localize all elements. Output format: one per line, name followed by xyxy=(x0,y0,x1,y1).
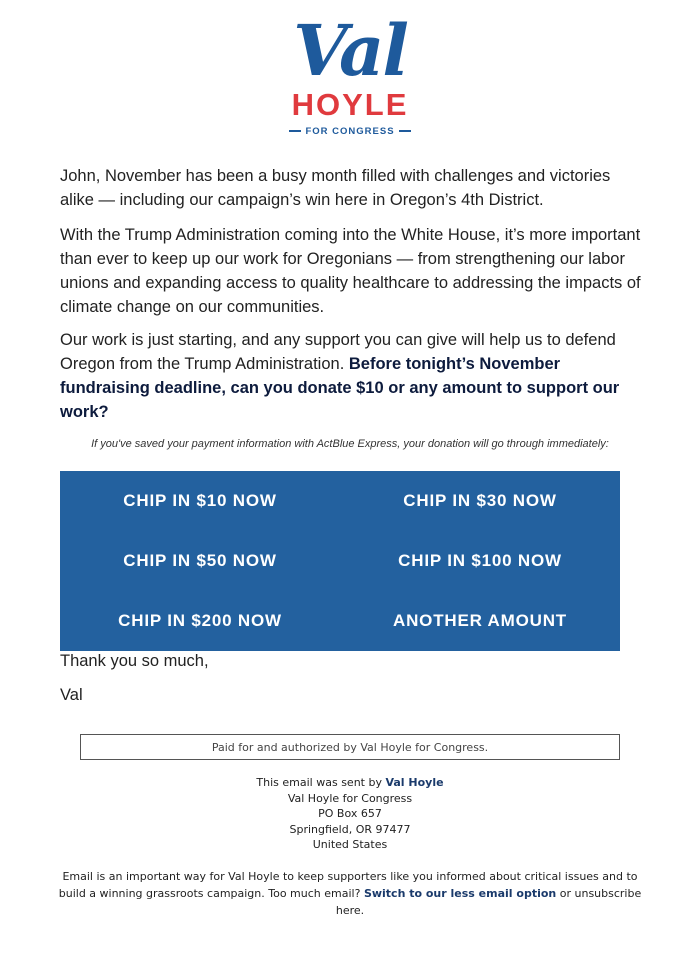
ask-paragraph xyxy=(60,328,645,424)
sent-by-line xyxy=(0,775,700,791)
signature: Val xyxy=(60,686,83,704)
dash-left xyxy=(289,130,301,132)
sender-po-box: PO Box 657 xyxy=(318,807,382,820)
donation-grid xyxy=(60,471,620,651)
context-paragraph: With the Trump Administration coming into the White House, it’s more important than ever to keep up our work for Oregonians — from strengthening our labor unions and expanding access to quality healthcare to addressing the impacts of climate change on our communities. xyxy=(60,226,641,316)
dash-right xyxy=(399,130,411,132)
unsubscribe-link[interactable]: unsubscribe here xyxy=(335,887,642,917)
sender-name: Val Hoyle xyxy=(385,776,444,789)
logo-first-name: Val xyxy=(293,9,407,92)
logo-tagline: FOR CONGRESS xyxy=(305,126,395,137)
sender-org: Val Hoyle for Congress xyxy=(287,791,413,805)
ask-text: Our work is just starting, and any support you can give will help us to defend Oregon from the Trump Administration. xyxy=(60,331,616,373)
less-email-link[interactable]: Switch to our less email option xyxy=(363,887,557,900)
email-preference-note xyxy=(55,868,645,919)
logo-last-name: HOYLE xyxy=(291,87,409,122)
preference-end: . xyxy=(360,904,365,917)
express-note: If you've saved your payment information with ActBlue Express, your donation will go through immediately: xyxy=(91,438,609,450)
intro-paragraph: John, November has been a busy month filled with challenges and victories alike — including our campaign’s win here in Oregon’s 4th District. xyxy=(60,167,611,209)
chip-in-200-button[interactable]: CHIP IN $200 NOW xyxy=(118,611,282,630)
chip-in-50-button[interactable]: CHIP IN $50 NOW xyxy=(123,551,277,570)
sent-by-prefix: This email was sent by xyxy=(256,776,386,789)
paid-for-disclaimer: Paid for and authorized by Val Hoyle for Congress. xyxy=(80,734,620,760)
campaign-logo xyxy=(270,10,430,140)
chip-in-10-button[interactable]: CHIP IN $10 NOW xyxy=(123,491,277,510)
sender-country: United States xyxy=(312,838,388,851)
sender-city: Springfield, OR 97477 xyxy=(289,822,411,836)
preference-text: Email is an important way for Val Hoyle to keep supporters like you informed about critical issues and to build a winning grassroots campaign. Too much email? xyxy=(58,870,638,900)
closing-thanks: Thank you so much, xyxy=(60,652,209,670)
chip-in-30-button[interactable]: CHIP IN $30 NOW xyxy=(403,491,557,510)
another-amount-button[interactable]: ANOTHER AMOUNT xyxy=(393,611,567,630)
logo-tagline-row xyxy=(270,125,430,139)
chip-in-100-button[interactable]: CHIP IN $100 NOW xyxy=(398,551,562,570)
sender-info xyxy=(0,775,700,853)
ask-bold-text: Before tonight’s November fundraising deadline, can you donate $10 or any amount to support our work? xyxy=(60,355,620,421)
preference-or: or xyxy=(556,887,575,900)
